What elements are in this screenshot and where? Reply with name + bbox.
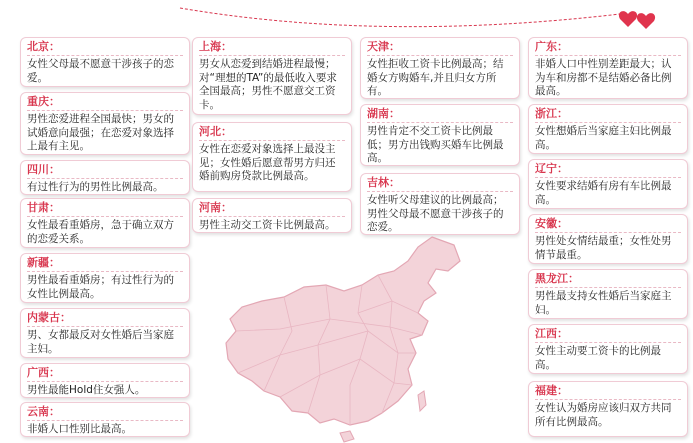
- region-title: 黑龙江：: [535, 272, 681, 288]
- region-card-hunan: [360, 104, 520, 166]
- region-card-jilin: [360, 173, 520, 235]
- region-fact: 男性最看重婚房；有过性行为的女性比例最高。: [27, 274, 174, 300]
- region-title: 辽宁：: [535, 162, 681, 178]
- region-card-hebei: [192, 122, 352, 192]
- region-card-zhejiang: [528, 104, 688, 154]
- string-line: [180, 8, 620, 27]
- region-title: 甘肃：: [27, 201, 183, 217]
- region-title: 内蒙古：: [27, 311, 183, 327]
- region-title: 河北：: [199, 125, 345, 141]
- region-card-yunnan: [20, 402, 190, 437]
- region-fact: 女性想婚后当家庭主妇比例最高。: [535, 125, 672, 151]
- region-card-neimenggu: [20, 308, 190, 358]
- region-fact: 男性肯定不交工资卡比例最低；男方出钱购买婚车比例最高。: [367, 125, 504, 164]
- china-map: [222, 235, 484, 443]
- region-card-guangxi: [20, 363, 190, 398]
- region-card-guangdong: [528, 37, 688, 99]
- region-title: 吉林：: [367, 176, 513, 192]
- region-fact: 男女从恋爱到结婚进程最慢；对“理想的TA”的最低收入要求全国最高；男性不愿意交工资卡。: [199, 58, 337, 111]
- region-card-beijing: [20, 37, 190, 87]
- region-card-fujian: [528, 381, 688, 437]
- region-fact: 男性恋爱进程全国最快；男女的试婚意向最强；在恋爱对象选择上最有主见。: [27, 113, 174, 152]
- region-card-gansu: [20, 198, 190, 248]
- region-fact: 男、女都最反对女性婚后当家庭主妇。: [27, 329, 174, 355]
- heart-string-decoration: [0, 0, 693, 40]
- region-title: 上海：: [199, 40, 345, 56]
- region-fact: 女性最看重婚房，急于确立双方的恋爱关系。: [27, 219, 174, 245]
- region-fact: 女性在恋爱对象选择上最没主见；女性婚后愿意帮男方归还婚前购房贷款比例最高。: [199, 143, 336, 182]
- island-hainan: [340, 431, 354, 442]
- heart-icon: [619, 11, 637, 27]
- region-fact: 有过性行为的男性比例最高。: [27, 181, 164, 193]
- region-title: 天津：: [367, 40, 513, 56]
- region-card-shanghai: [192, 37, 352, 115]
- region-fact: 女性拒收工资卡比例最高；结婚女方购婚车,并且归女方所有。: [367, 58, 504, 97]
- region-card-tianjin: [360, 37, 520, 99]
- region-fact: 女性要求结婚有房有车比例最高。: [535, 180, 672, 206]
- region-title: 浙江：: [535, 107, 681, 123]
- region-card-jiangxi: [528, 324, 688, 374]
- region-title: 江西：: [535, 327, 681, 343]
- heart-icon: [637, 13, 655, 29]
- region-title: 云南：: [27, 405, 183, 421]
- region-fact: 男性最支持女性婚后当家庭主妇。: [535, 290, 672, 316]
- region-fact: 女性听父母建议的比例最高；男性父母最不愿意干涉孩子的恋爱。: [367, 194, 504, 233]
- region-title: 河南：: [199, 201, 345, 217]
- region-title: 北京：: [27, 40, 183, 56]
- region-fact: 男性处女情结最重；女性处男情节最重。: [535, 235, 672, 261]
- region-fact: 男性主动交工资卡比例最高。: [199, 219, 336, 231]
- region-card-liaoning: [528, 159, 688, 209]
- region-title: 安徽：: [535, 217, 681, 233]
- region-title: 广西：: [27, 366, 183, 382]
- region-card-chongqing: [20, 92, 190, 155]
- region-card-xinjiang: [20, 253, 190, 303]
- region-title: 湖南：: [367, 107, 513, 123]
- region-title: 福建：: [535, 384, 681, 400]
- region-card-sichuan: [20, 160, 190, 195]
- region-fact: 女性父母最不愿意干涉孩子的恋爱。: [27, 58, 174, 84]
- region-card-anhui: [528, 214, 688, 264]
- region-fact: 非婚人口性别比最高。: [27, 423, 132, 435]
- region-fact: 女性主动要工资卡的比例最高。: [535, 345, 661, 371]
- region-card-heilongjiang: [528, 269, 688, 319]
- region-title: 广东：: [535, 40, 681, 56]
- region-title: 四川：: [27, 163, 183, 179]
- region-fact: 非婚人口中性别差距最大；认为车和房都不是结婚必备比例最高。: [535, 58, 672, 97]
- region-title: 新疆：: [27, 256, 183, 272]
- island-taiwan: [418, 391, 426, 411]
- region-card-henan: [192, 198, 352, 233]
- region-title: 重庆：: [27, 95, 183, 111]
- region-fact: 男性最能Hold住女强人。: [27, 384, 146, 396]
- region-fact: 女性认为婚房应该归双方共同所有比例最高。: [535, 402, 672, 428]
